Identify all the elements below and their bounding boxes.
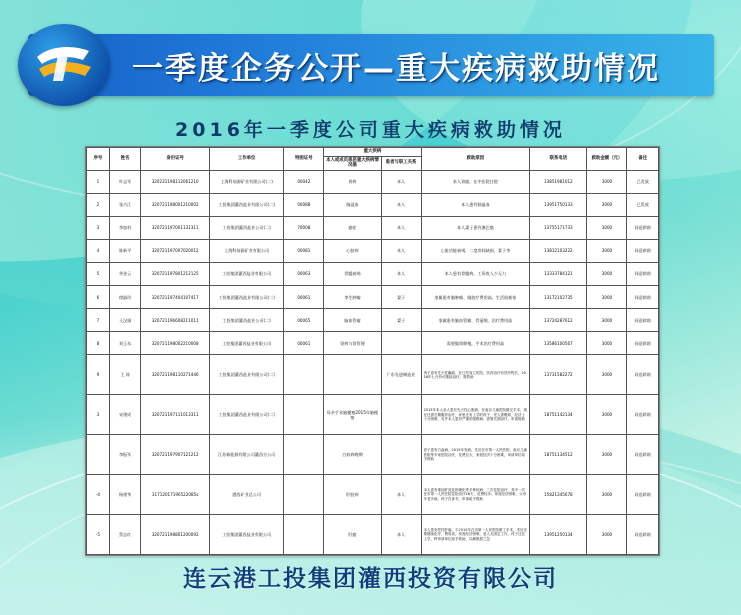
row-remark: 同意救助 (627, 286, 659, 309)
row-remark: 同意救助 (627, 435, 659, 475)
row-remark: 同意救助 (627, 309, 659, 332)
th-desc: 救助原因 (421, 148, 530, 171)
th-unit: 工作单位 (209, 148, 283, 171)
row-remark: 同意救助 (627, 239, 659, 262)
table-header-row-1 (87, 148, 659, 157)
table-row (87, 193, 659, 216)
row-cert: 00061 (284, 286, 324, 309)
row-self (324, 355, 381, 395)
row-name: 刘玉东 (109, 332, 140, 355)
header-banner (28, 34, 714, 96)
row-desc: 爱子患有白血病，2015年发病，先后在市第一人民医院、南京儿童医院等多家医院治疗，花费巨大，家庭经济十分困难，申请单位给予救助 (421, 435, 530, 475)
row-cert: 00065 (284, 309, 324, 332)
row-id: 320721198001210002 (141, 193, 210, 216)
th-phone: 联系电话 (530, 148, 587, 171)
row-self: 癌症 (324, 216, 381, 239)
row-seq: -4 (87, 475, 110, 515)
th-group-disease: 重大疾病 (324, 148, 421, 157)
row-cert: 70008 (284, 216, 324, 239)
row-amount: 3000 (587, 239, 627, 262)
row-self: 心脏病 (324, 239, 381, 262)
aid-table (86, 147, 659, 555)
row-id: 320721196608211011 (141, 309, 210, 332)
row-remark: 同意救助 (627, 216, 659, 239)
row-id: 320721197801212125 (141, 262, 210, 285)
row-remark: 已发放 (627, 170, 659, 193)
row-seq (87, 435, 110, 475)
row-id: 320721197001131311 (141, 216, 210, 239)
row-phone: 13172102735 (530, 286, 587, 309)
th-relation: 患者与职工关系 (381, 156, 421, 170)
company-logo-icon (18, 24, 110, 106)
row-phone: 18751142134 (530, 395, 587, 435)
row-seq: 2 (87, 193, 110, 216)
row-cert (284, 475, 324, 515)
row-desc: 本人患有重症肝炎及肝硬化等多种疾病，三次住院治疗，其中一次在市第一人民医院住院治疗18天，花费较多；家庭经济困难，父母年老多病，孩子在读书，申请给予救助 (421, 475, 530, 515)
row-remark: 同意救助 (627, 515, 659, 555)
row-unit: 江苏新能源有限公司灌西分公司 (209, 435, 283, 475)
table-row (87, 475, 659, 515)
row-unit: 上海科灿源矿业有限公司(二) (209, 170, 283, 193)
row-name: 宋建成 (109, 395, 140, 435)
row-self: 脑溢血 (324, 193, 381, 216)
row-name: 陈新平 (109, 239, 140, 262)
row-seq: 3 (87, 216, 110, 239)
row-cert: 00088 (284, 193, 324, 216)
row-phone: 15821345678 (530, 475, 587, 515)
row-relation: 本人 (381, 170, 421, 193)
table-card (85, 146, 660, 556)
row-name: 徐淑玲 (109, 286, 140, 309)
row-name: 叶志军 (109, 170, 140, 193)
row-relation: 本人 (381, 262, 421, 285)
table-row (87, 239, 659, 262)
row-phone: 13333784121 (530, 262, 587, 285)
table-row (87, 286, 659, 309)
row-id: 320721197404107417 (141, 286, 210, 309)
th-cert: 特困证号 (284, 148, 324, 171)
row-desc: 家属患有脑肿瘤、做放疗费用高，生活困难家 (421, 286, 530, 309)
row-desc: 本人患有脑溢血 (421, 193, 530, 216)
row-unit: 上海科灿源矿业有限公司 (209, 239, 283, 262)
row-id: 320231198112061210 (141, 170, 210, 193)
row-relation: 本人 (381, 515, 421, 555)
th-name: 姓名 (109, 148, 140, 171)
row-desc: 本人患有恶性肝癌，于2015年在市第一人民医院做了手术，术后还要继续化疗，费用高，家庭经济困难，爱人无固定工作，孩子还在上学，特申请单位给予救助，以解燃眉之急 (421, 515, 530, 555)
row-relation: 本人 (381, 475, 421, 515)
row-desc: 本人妻子患有淋巴癌 (421, 216, 530, 239)
row-phone: 18751134512 (530, 435, 587, 475)
row-remark: 同意救助 (627, 395, 659, 435)
table-row (87, 309, 659, 332)
row-id: 320721197111013311 (141, 395, 210, 435)
row-relation (381, 332, 421, 355)
row-amount: 3000 (587, 395, 627, 435)
row-id: 320721198801200092 (141, 515, 210, 555)
row-seq: 1 (87, 170, 110, 193)
row-relation: 本人 (381, 216, 421, 239)
row-remark: 同意救助 (627, 475, 659, 515)
row-desc: 需要做肾移植，手术治疗费用高 (421, 332, 530, 355)
row-relation: 妻子 (381, 309, 421, 332)
row-seq: -5 (87, 515, 110, 555)
row-cert (284, 515, 324, 555)
row-id: 31712017196522085s (141, 475, 210, 515)
row-amount: 3000 (587, 286, 627, 309)
row-amount: 3000 (587, 332, 627, 355)
row-amount: 3000 (587, 309, 627, 332)
page-title: 一季度企务公开—重大疾病救助情况 (132, 50, 660, 87)
row-desc: 本人胃癌，在中医院住院 (421, 170, 530, 193)
row-desc: 2015年本人亲人患有先天性心脏病，在南京儿童医院做完手术，现在还需长期服药治疗，家里还有上学的孩子，老人需赡养，经济上十分困难，另外本人患有严重的颈椎病，需要长期治疗，申请救助 (421, 395, 530, 435)
row-name: 杨建华 (109, 475, 140, 515)
row-phone: 13851981012 (530, 170, 587, 193)
row-relation (381, 435, 421, 475)
row-relation: 本人 (381, 239, 421, 262)
row-unit: 工投集团灌西盐业有限公司 (209, 262, 283, 285)
th-amount: 救助金额（元） (587, 148, 627, 171)
row-phone: 13586100567 (530, 332, 587, 355)
row-amount: 3000 (587, 262, 627, 285)
row-cert (284, 395, 324, 435)
th-self: 本人或成员患恶重大疾病情况描 (324, 156, 381, 170)
row-name: 王汉娟 (109, 309, 140, 332)
table-row (87, 170, 659, 193)
row-phone: 13755171733 (530, 216, 587, 239)
row-seq: 6 (87, 286, 110, 309)
row-unit: 港西矿业总公司 (209, 475, 283, 515)
row-self: 肾病与肾管理 (324, 332, 381, 355)
row-self: 白血病晚期 (324, 435, 381, 475)
th-id: 身份证号 (141, 148, 210, 171)
row-self: 骨髓衰竭 (324, 262, 381, 285)
row-unit: 工投集团灌西盐业有限公司(二) (209, 395, 283, 435)
row-cert (284, 435, 324, 475)
row-desc: 本人患有骨髓病，工资收入少无力 (421, 262, 530, 285)
row-cert: 00063 (284, 262, 324, 285)
row-cert: 00042 (284, 170, 324, 193)
row-name: 蔡志红 (109, 515, 140, 555)
row-seq: 5 (87, 262, 110, 285)
table-row (87, 395, 659, 435)
row-desc: 家属患有脑血管瘤、骨萎缩、治疗费用高 (421, 309, 530, 332)
row-remark: 同意救助 (627, 355, 659, 395)
company-footer: 连云港工投集团灌西投资有限公司 (183, 566, 558, 592)
row-desc: 心脏功能衰竭，二度房间缺损，妻子李 (421, 239, 530, 262)
table-row (87, 515, 659, 555)
row-relation: 本人 (381, 193, 421, 216)
row-id: 320721198002210008 (141, 332, 210, 355)
row-unit: 工投集团灌西盐业有限公司 (209, 515, 283, 555)
row-seq: 7 (87, 309, 110, 332)
row-relation: 妻子 (381, 286, 421, 309)
row-self: 李生肿瘤 (324, 286, 381, 309)
row-cert: 00061 (284, 332, 324, 355)
row-amount: 3000 (587, 216, 627, 239)
table-row (87, 355, 659, 395)
row-amount: 3000 (587, 515, 627, 555)
row-phone: 13951250134 (530, 515, 587, 555)
row-self: 胃病 (324, 170, 381, 193)
row-unit: 工投集团灌西盐业有限公司(二) (209, 355, 283, 395)
table-row (87, 262, 659, 285)
row-id: 320721197907121212 (141, 435, 210, 475)
row-desc: 孩子患有先天性癫痫，在江苏省立医院，医药治疗有效疗程长，2016年七月份可继续治疗，需救助 (421, 355, 530, 395)
row-seq: 8 (87, 332, 110, 355)
row-unit: 工投集团灌西盐业有限公司(二) (209, 193, 283, 216)
row-name: 李加村 (109, 216, 140, 239)
row-remark: 同意救助 (627, 332, 659, 355)
table-title: 2016年一季度公司重大疾病救助情况 (175, 119, 566, 141)
row-id: 320721198110271446 (141, 355, 210, 395)
table-row (87, 332, 659, 355)
row-unit: 工投集团灌西盐业公司(二) (209, 309, 283, 332)
row-id: 320721197007020012 (141, 239, 210, 262)
row-seq: 4 (87, 239, 110, 262)
row-self: 肝脏病 (324, 475, 381, 515)
row-amount: 3000 (587, 435, 627, 475)
row-self: 母亲手术脑梗塞2015年脑梗塞 (324, 395, 381, 435)
row-name: 李振军 (109, 435, 140, 475)
row-phone: 13731582272 (530, 355, 587, 395)
row-seq: 9 (87, 355, 110, 395)
th-seq: 序号 (87, 148, 110, 171)
row-unit: 工投集团灌西盐业有限公司(二) (209, 286, 283, 309)
row-relation (381, 395, 421, 435)
table-body (87, 170, 659, 555)
row-self: 脑血管瘤 (324, 309, 381, 332)
th-remark: 备注 (627, 148, 659, 171)
row-amount: 3000 (587, 193, 627, 216)
row-remark: 已发放 (627, 193, 659, 216)
row-amount: 3000 (587, 475, 627, 515)
table-row (87, 216, 659, 239)
row-relation: 广东先进制造业 (381, 355, 421, 395)
row-self: 肝癌 (324, 515, 381, 555)
row-cert (284, 355, 324, 395)
row-amount: 3000 (587, 170, 627, 193)
row-phone: 13951750133 (530, 193, 587, 216)
row-seq: 3 (87, 395, 110, 435)
row-unit: 工投集团灌西盐业有限公司 (209, 332, 283, 355)
row-remark: 同意救助 (627, 262, 659, 285)
row-phone: 13812103222 (530, 239, 587, 262)
row-amount: 3000 (587, 355, 627, 395)
row-unit: 工投集团灌西盐业公司(二) (209, 216, 283, 239)
row-phone: 13724287612 (530, 309, 587, 332)
row-name: 王 涛 (109, 355, 140, 395)
row-cert: 00081 (284, 239, 324, 262)
table-row (87, 435, 659, 475)
row-name: 华金云 (109, 262, 140, 285)
row-name: 张吉江 (109, 193, 140, 216)
